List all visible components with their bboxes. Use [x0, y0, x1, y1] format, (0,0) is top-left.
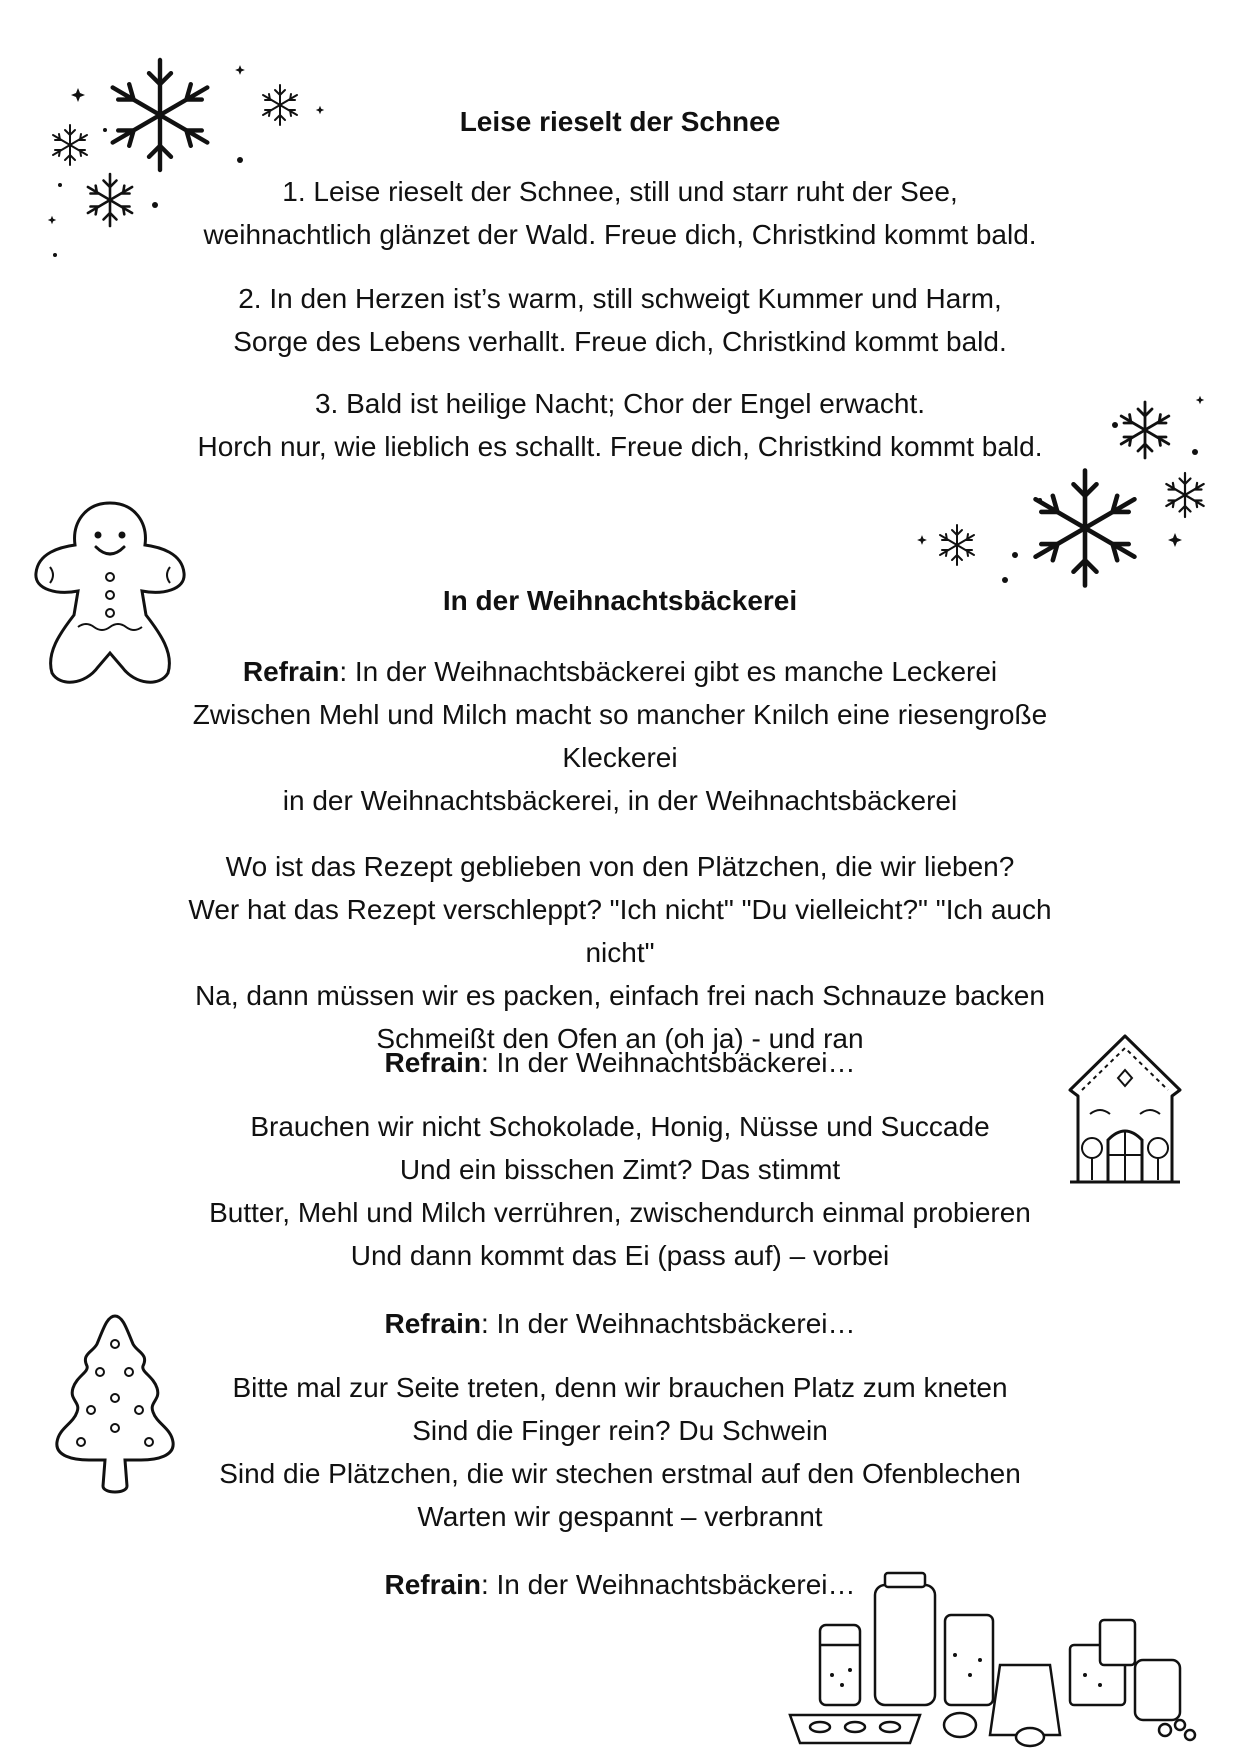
verse-line: Sind die Finger rein? Du Schwein: [412, 1415, 828, 1446]
refrain-line: Kleckerei: [562, 742, 678, 773]
verse-line: weihnachtlich glänzet der Wald. Freue dich, Christkind kommt bald.: [203, 219, 1037, 250]
verse-line: Wo ist das Rezept geblieben von den Plätzchen, die wir lieben?: [225, 851, 1015, 882]
sparkle-icon: [1196, 396, 1204, 404]
song1-verse-2: [150, 277, 1090, 363]
verse-line: Brauchen wir nicht Schokolade, Honig, Nüsse und Succade: [250, 1111, 990, 1142]
refrain-line: [150, 650, 1090, 693]
verse-line: Schmeißt den Ofen an (oh ja) - und ran: [376, 1023, 864, 1054]
verse-line: Und ein bisschen Zimt? Das stimmt: [399, 1154, 841, 1185]
snowflake-icon: [113, 60, 208, 170]
sparkle-icon: [48, 216, 56, 224]
refrain-text: : In der Weihnachtsbäckerei…: [480, 1047, 856, 1078]
verse-line: 2. In den Herzen ist’s warm, still schweigt Kummer und Harm,: [238, 283, 1002, 314]
snowflake-icon: [53, 125, 87, 165]
sparkle-dot: [103, 128, 107, 132]
song2-verse-3: [150, 1366, 1090, 1538]
snowflake-icon: [88, 174, 132, 226]
song2-verse-2: [150, 1105, 1090, 1277]
refrain-line: [150, 1302, 1090, 1345]
sparkle-dot: [1192, 449, 1198, 455]
sparkle-icon: [235, 65, 245, 75]
sparkle-icon: [1168, 533, 1182, 547]
sparkle-icon: [316, 106, 324, 114]
snowflake-icon: [263, 85, 297, 125]
snowflake-icon: [1166, 473, 1203, 517]
christmas-tree-cookie-icon: [45, 1310, 185, 1500]
sparkle-dot: [58, 183, 62, 187]
song2-refrain-short-1: [150, 1041, 1090, 1084]
verse-line: Und dann kommt das Ei (pass auf) – vorbei: [350, 1240, 890, 1271]
refrain-label: Refrain: [384, 1569, 481, 1600]
sparkle-dot: [53, 253, 57, 257]
snowflake-cluster-right: [900, 370, 1230, 600]
sparkle-icon: [71, 88, 85, 102]
song2-title: In der Weihnachtsbäckerei: [442, 585, 798, 616]
verse-line: 1. Leise rieselt der Schnee, still und starr ruht der See,: [282, 176, 958, 207]
sparkle-icon: [917, 535, 927, 545]
refrain-text: : In der Weihnachtsbäckerei gibt es manche Leckerei: [339, 656, 998, 687]
verse-line: Sorge des Lebens verhallt. Freue dich, Christkind kommt bald.: [233, 326, 1007, 357]
baking-supplies-icon: [770, 1565, 1210, 1745]
verse-line: Horch nur, wie lieblich es schallt. Freue dich, Christkind kommt bald.: [197, 431, 1043, 462]
refrain-line: in der Weihnachtsbäckerei, in der Weihnachtsbäckerei: [282, 785, 958, 816]
refrain-line: Zwischen Mehl und Milch macht so mancher Knilch eine riesengroße: [192, 699, 1048, 730]
verse-line: Butter, Mehl und Milch verrühren, zwischendurch einmal probieren: [209, 1197, 1031, 1228]
verse-line: 3. Bald ist heilige Nacht; Chor der Engel erwacht.: [314, 388, 926, 419]
song2-verse-1: [150, 845, 1090, 1060]
verse-line: Warten wir gespannt – verbrannt: [417, 1501, 823, 1532]
sparkle-dot: [1002, 577, 1008, 583]
song2-refrain-short-2: [150, 1302, 1090, 1345]
refrain-line: [150, 1041, 1090, 1084]
sparkle-dot: [152, 202, 158, 208]
sparkle-dot: [1038, 498, 1042, 502]
snowflake-icon: [940, 525, 974, 565]
refrain-label: Refrain: [384, 1308, 481, 1339]
verse-line: Wer hat das Rezept verschleppt? "Ich nicht" "Du vielleicht?" "Ich auch nicht": [188, 894, 1052, 968]
snowflake-cluster-top-left: [40, 50, 340, 270]
refrain-text: : In der Weihnachtsbäckerei…: [480, 1569, 856, 1600]
verse-line: Sind die Plätzchen, die wir stechen erstmal auf den Ofenblechen: [219, 1458, 1021, 1489]
sparkle-dot: [237, 157, 243, 163]
refrain-label: Refrain: [242, 656, 340, 687]
sparkle-dot: [1112, 422, 1118, 428]
snowflake-icon: [1036, 471, 1135, 586]
gingerbread-house-icon: [1060, 1030, 1190, 1195]
song1-title: Leise rieselt der Schnee: [459, 106, 781, 137]
verse-line: Na, dann müssen wir es packen, einfach frei nach Schnauze backen: [195, 980, 1045, 1011]
song2-refrain-full: [150, 650, 1090, 822]
gingerbread-man-icon: [30, 495, 190, 690]
sparkle-dot: [1012, 552, 1018, 558]
verse-line: Bitte mal zur Seite treten, denn wir brauchen Platz zum kneten: [232, 1372, 1008, 1403]
refrain-label: Refrain: [384, 1047, 481, 1078]
refrain-text: : In der Weihnachtsbäckerei…: [480, 1308, 856, 1339]
snowflake-icon: [1121, 402, 1169, 458]
